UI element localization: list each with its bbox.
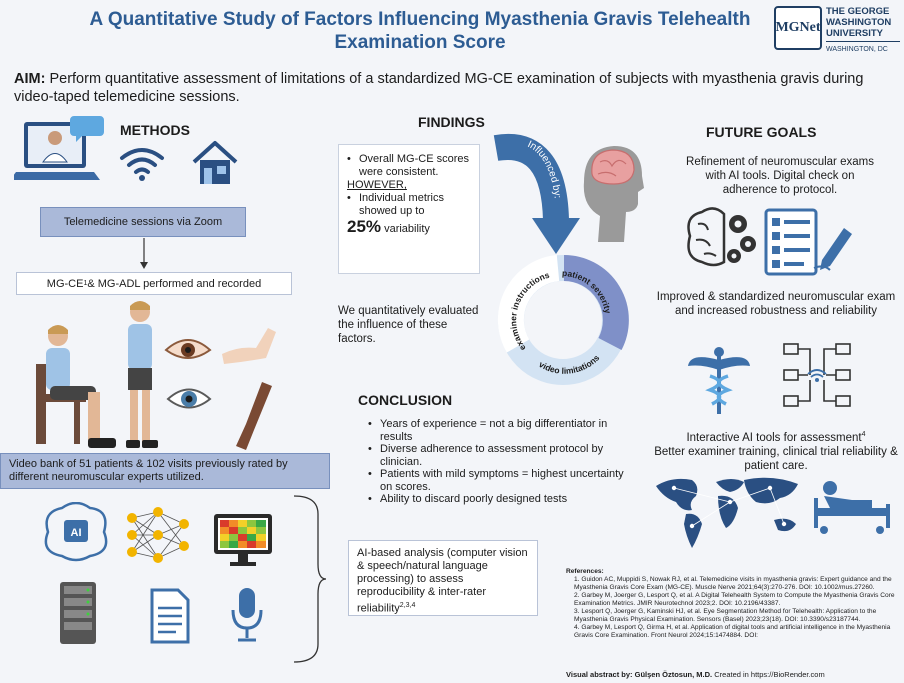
- ring-label-patient: patient severity: [561, 267, 614, 315]
- reference-item: 4. Garbey M, Lesport Q, Girma H, et al. Application of digital tools and artificial intelligence in the Myasthenia Gravis Core Examination. Front Neurol 2024;15:1474884. DOI:: [574, 624, 891, 639]
- finding-bullet-variability: • Individual metrics showed up to: [347, 192, 471, 218]
- ai-chip-label: AI: [70, 527, 82, 539]
- world-map-icon: [652, 472, 804, 552]
- variability-percent: 25%: [347, 217, 382, 236]
- brain-gears-icon: [684, 206, 760, 268]
- neural-network-icon: [124, 504, 192, 566]
- reference-item: 1. Guidon AC, Muppidi S, Nowak RJ, et al. Telemedicine visits in myasthenia gravis: Expert guidance and the Myasthenia Gravis Core Exam (MG-CE). Muscle Nerve 2021;64(3):270-276. DOI: 10.1002/mus.27260.: [574, 576, 892, 591]
- heatmap-monitor-icon: [212, 512, 274, 568]
- factor-ring: [494, 252, 632, 388]
- future-goal-standardized: Improved & standardized neuromuscular exam and increased robustness and reliability: [656, 291, 896, 317]
- telemedicine-step: Telemedicine sessions via Zoom: [40, 207, 246, 237]
- microphone-icon: [230, 586, 264, 644]
- video-bank-box: Video bank of 51 patients & 102 visits previously rated by different neuromuscular experts utilized.: [0, 453, 330, 489]
- future-goal-interactive: Interactive AI tools for assessment$^4$ Better examiner training, clinical trial reliability & patient care.: [654, 431, 898, 472]
- gwu-logo: [772, 2, 900, 54]
- hospital-bed-icon: [810, 478, 894, 536]
- conclusion-list: [368, 418, 628, 506]
- home-icon: [190, 138, 240, 188]
- influenced-by-label: Influenced by:: [525, 138, 563, 200]
- future-goals-heading: FUTURE GOALS: [706, 124, 817, 140]
- findings-heading: FINDINGS: [418, 114, 485, 130]
- ai-brain-icon: [38, 502, 114, 562]
- aim-statement: [14, 70, 874, 106]
- server-icon: [56, 580, 100, 646]
- reference-item: 2. Garbey M, Joerger G, Lesport Q, et al. A Digital Telehealth System to Compute the Myasthenia Gravis Core Examination Metrics. JMIR Neurotechnol 2023;2. DOI: 10.2196/43387.: [574, 592, 895, 607]
- network-devices-icon: [780, 340, 854, 414]
- caduceus-icon: [686, 346, 752, 416]
- reference-item: 3. Lesport Q, Joerger G, Kaminski HJ, et al. Eye Segmentation Method for Telehealth: Application to the Myasthenia Gravis Physical Examination. Sensors (Basel) 2023;23(18). DOI: 10.3390/s23187744.: [574, 608, 877, 623]
- bracket-connector: [292, 494, 328, 664]
- evaluation-statement: We quantitatively evaluated the influence of these factors.: [338, 305, 479, 345]
- conclusion-item: • Patients with mild symptoms = highest uncertainty on scores.: [368, 468, 628, 493]
- eye-closeup-illustration: [166, 384, 212, 414]
- head-brain-illustration: [578, 140, 650, 244]
- findings-box: • Overall MG-CE scores were consistent. HOWEVER, • Individual metrics showed up to 25% variability: [338, 144, 480, 274]
- credit-line: Visual abstract by: Gülşen Öztosun, M.D. Created in https://BioRender.com: [566, 670, 825, 679]
- document-icon: [148, 588, 192, 644]
- conclusion-heading: CONCLUSION: [358, 392, 453, 408]
- standing-patient-illustration: [118, 300, 162, 452]
- however-label: HOWEVER,: [347, 179, 407, 191]
- arrow-down-icon: [139, 238, 149, 270]
- eye-illustration: [164, 336, 212, 364]
- future-goal-refinement: Refinement of neuromuscular exams with AI tools. Digital check on adherence to protocol.: [686, 156, 874, 196]
- aim-label: AIM:: [14, 71, 46, 87]
- references: [566, 568, 900, 640]
- finding-bullet-consistent: • Overall MG-CE scores were consistent.: [347, 153, 471, 179]
- arm-illustration: [216, 322, 278, 366]
- conclusion-item: • Diverse adherence to assessment protocol by clinician.: [368, 443, 628, 468]
- checklist-icon: [764, 208, 854, 278]
- seated-patient-illustration: [30, 322, 118, 450]
- ring-label-video: video limitations: [537, 352, 602, 376]
- aim-text: Perform quantitative assessment of limitations of a standardized MG-CE examination of subjects with myasthenia gravis during video-taped telemedicine sessions.: [14, 71, 864, 105]
- laptop-doctor-icon: [14, 112, 106, 192]
- methods-heading: METHODS: [120, 122, 190, 138]
- ai-analysis-box: AI-based analysis (computer vision & speech/natural language processing) to assess reproducibility & inter-rater reliability$^{2,3,4}$: [348, 540, 538, 616]
- conclusion-item: • Ability to discard poorly designed tests: [368, 493, 628, 506]
- forearm-illustration: [232, 380, 276, 452]
- wifi-icon: [118, 146, 166, 182]
- university-logo-text: THE GEORGE WASHINGTON UNIVERSITY WASHINGTON, DC: [826, 6, 900, 55]
- conclusion-item: • Years of experience = not a big differentiator in results: [368, 418, 628, 443]
- page-title: A Quantitative Study of Factors Influencing Myasthenia Gravis Telehealth Examination Score: [89, 9, 751, 53]
- mgce-step: MG-CE 1 & MG-ADL performed and recorded: [16, 272, 292, 295]
- references-heading: References:: [566, 568, 604, 575]
- ring-label-examiner: examiner instructions: [508, 269, 551, 353]
- mgnet-logo: MGNet: [774, 6, 822, 50]
- influenced-by-arrow: [486, 130, 582, 260]
